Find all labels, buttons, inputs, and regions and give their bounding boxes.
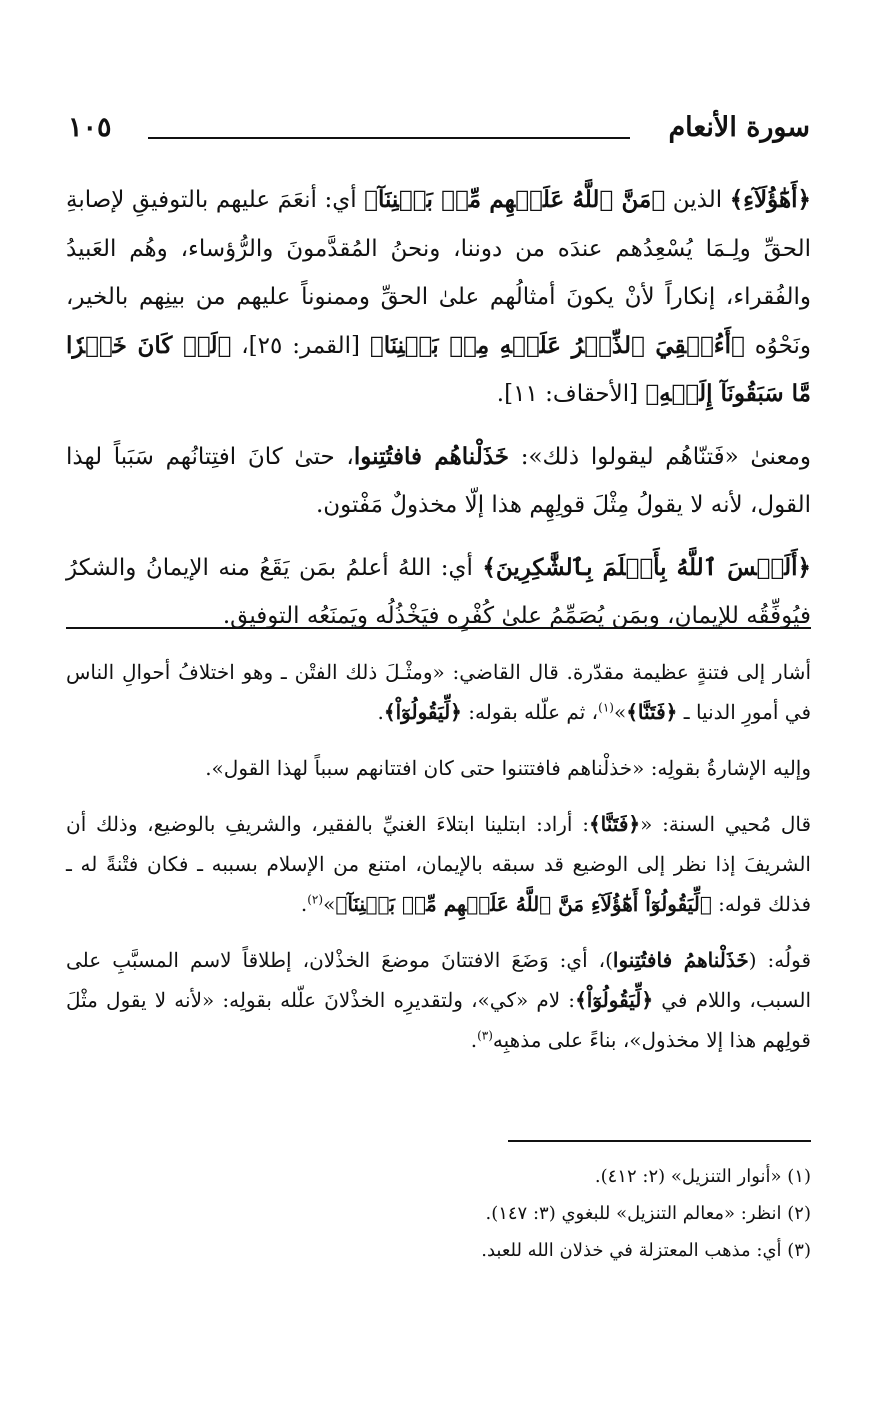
main-paragraph-3 xyxy=(66,544,811,641)
header-rule xyxy=(148,137,630,139)
footnote-3: (٣) أي: مذهب المعتزلة في خذلان الله للعبد. xyxy=(481,1240,811,1261)
surah-title: سورة الأنعام xyxy=(668,112,810,143)
quran-quote: ﴿لِّيَقُولُوٓاْ﴾ xyxy=(383,700,462,724)
page-header xyxy=(68,112,810,162)
quran-quote: ﴿لِّيَقُولُوٓاْ أَهَٰٓؤُلَآءِ مَنَّ ٱللَّهُ عَلَيۡهِم مِّنۢ بَيۡنِنَآ﴾ xyxy=(335,892,712,916)
footnote-1: (١) «أنوار التنزيل» (٢: ٤١٢). xyxy=(594,1166,811,1187)
footnotes xyxy=(66,1158,811,1269)
text-run: أي: أنعَمَ عليهم بالتوفيقِ لإصابةِ الحقِّ ولِـمَا يُسْعِدُهم عندَه من دوننا، ونحنُ المُقدَّمونَ والرُّؤساء، وهُم العَبيدُ والفُقراء، إنكاراً لأنْ يكونَ أمثالُهم علىٰ الحقِّ وممنوناً عليهم من بينِهم بالخير، ونَحْوُه xyxy=(66,187,811,359)
text-run: » xyxy=(323,892,336,916)
page-number: ١٠٥ xyxy=(68,112,112,143)
commentary-paragraph-4 xyxy=(66,940,811,1060)
section-divider xyxy=(66,627,811,629)
text-run: ، حتىٰ كانَ افتِتانُهم سَبَباً لهذا القول، لأنه لا يقولُ مِثْلَ قولِهِم هذا إلّا مخذولٌ مَفْتون. xyxy=(66,443,811,518)
footnote-ref: (٣) xyxy=(477,1028,493,1043)
text-run: ومعنىٰ «فَتنّاهُم ليقولوا ذلك»: xyxy=(509,443,812,470)
text-run: » xyxy=(613,700,627,724)
quran-quote: ﴿أَلَيۡسَ ٱللَّهُ بِأَعۡلَمَ بِٱلشَّٰكِرِينَ﴾ xyxy=(482,553,811,581)
text-run: قولُه: ( xyxy=(748,948,811,972)
quran-quote: ﴿فَتَنَّا﴾ xyxy=(626,700,678,724)
quran-quote: ﴿أَءُلۡقِيَ ٱلذِّكۡرُ عَلَيۡهِ مِنۢ بَيۡنِنَا﴾ xyxy=(369,331,745,359)
text-run: ، ثم علّله بقوله: xyxy=(461,700,599,724)
text-run: قال مُحيي السنة: « xyxy=(640,812,812,836)
quran-quote: ﴿لَوۡ كَانَ خَيۡرٗا مَّا سَبَقُونَآ إِلَيۡهِ﴾ xyxy=(66,331,811,407)
commentary-paragraph-1 xyxy=(66,652,811,732)
main-paragraph-2 xyxy=(66,433,811,530)
text-run: : لام «كي»، ولتقديرِه الخذْلانَ علّله بقولِه: «لأنه لا يقول مثْلَ قولِهم هذا إلا مخذول»، بناءً على مذهبِه xyxy=(66,988,811,1052)
text-run: [القمر: ٢٥]، xyxy=(231,332,370,359)
text-run: [الأحقاف: ١١]. xyxy=(496,381,646,407)
commentary-paragraph-3 xyxy=(66,804,811,924)
text-run: : أراد: ابتلينا ابتلاءَ الغنيِّ بالفقير، والشريفِ بالوضيع، وذلك أن الشريفَ إذا نظر إلى الوضيع قد سبقه بالإيمان، امتنع من الإسلام بسببه ـ فكان فتْنةً له ـ فذلك قوله: xyxy=(66,812,811,916)
text-run: الذين xyxy=(665,187,730,213)
main-text xyxy=(66,176,811,655)
footnote-2: (٢) انظر: «معالم التنزيل» للبغوي (٣: ١٤٧). xyxy=(485,1203,811,1224)
text-run: . xyxy=(300,892,308,916)
main-paragraph-1 xyxy=(66,176,811,419)
quran-quote: ﴿مَنَّ ٱللَّهُ عَلَيۡهِم مِّنۢ بَيۡنِنَآ﴾ xyxy=(364,186,666,213)
commentary-text xyxy=(66,652,811,1076)
text-run: وإليه الإشارةُ بقولِه: «خذلْناهم فافتتنوا حتى كان افتتانهم سبباً لهذا القول». xyxy=(205,756,811,780)
commentary-paragraph-2 xyxy=(66,748,811,788)
text-run: . xyxy=(377,700,384,724)
text-run: أي: اللهُ أعلمُ بمَن يَقَعُ منه الإيمانُ والشكرُ فيُوفِّقُه للإيمان، وبمَن يُصَمِّمُ علىٰ كُفْرِه فيَخْذُلُه ويَمنَعُه التوفيق. xyxy=(66,554,811,629)
footnote-ref: (٢) xyxy=(307,892,324,907)
text-run: )، أي: وَضَعَ الافتتانَ موضعَ الخذْلان، إطلاقاً لاسم المسبَّبِ على السبب، واللام في xyxy=(66,948,811,1012)
text-run: أشار إلى فتنةٍ عظيمة مقدّرة. قال القاضي: «ومثْـلَ ذلك الفتْن ـ وهو اختلافُ أحوالِ الناس في أمورِ الدنيا ـ xyxy=(66,660,811,724)
emphasis: خَذَلْناهُم فافتُتِنوا xyxy=(353,442,510,470)
footnote-rule xyxy=(508,1140,811,1142)
quran-quote: ﴿فَتَنَّا﴾ xyxy=(588,812,641,836)
emphasis: خَذَلْناهمُ فافتُتِنوا xyxy=(612,948,749,972)
quran-quote: ﴿لِّيَقُولُوٓاْ﴾ xyxy=(575,988,654,1012)
text-run: . xyxy=(470,1028,478,1052)
footnote-ref: (١) xyxy=(598,700,614,715)
quran-quote: ﴿أَهَٰٓؤُلَآءِ﴾ xyxy=(729,186,811,213)
